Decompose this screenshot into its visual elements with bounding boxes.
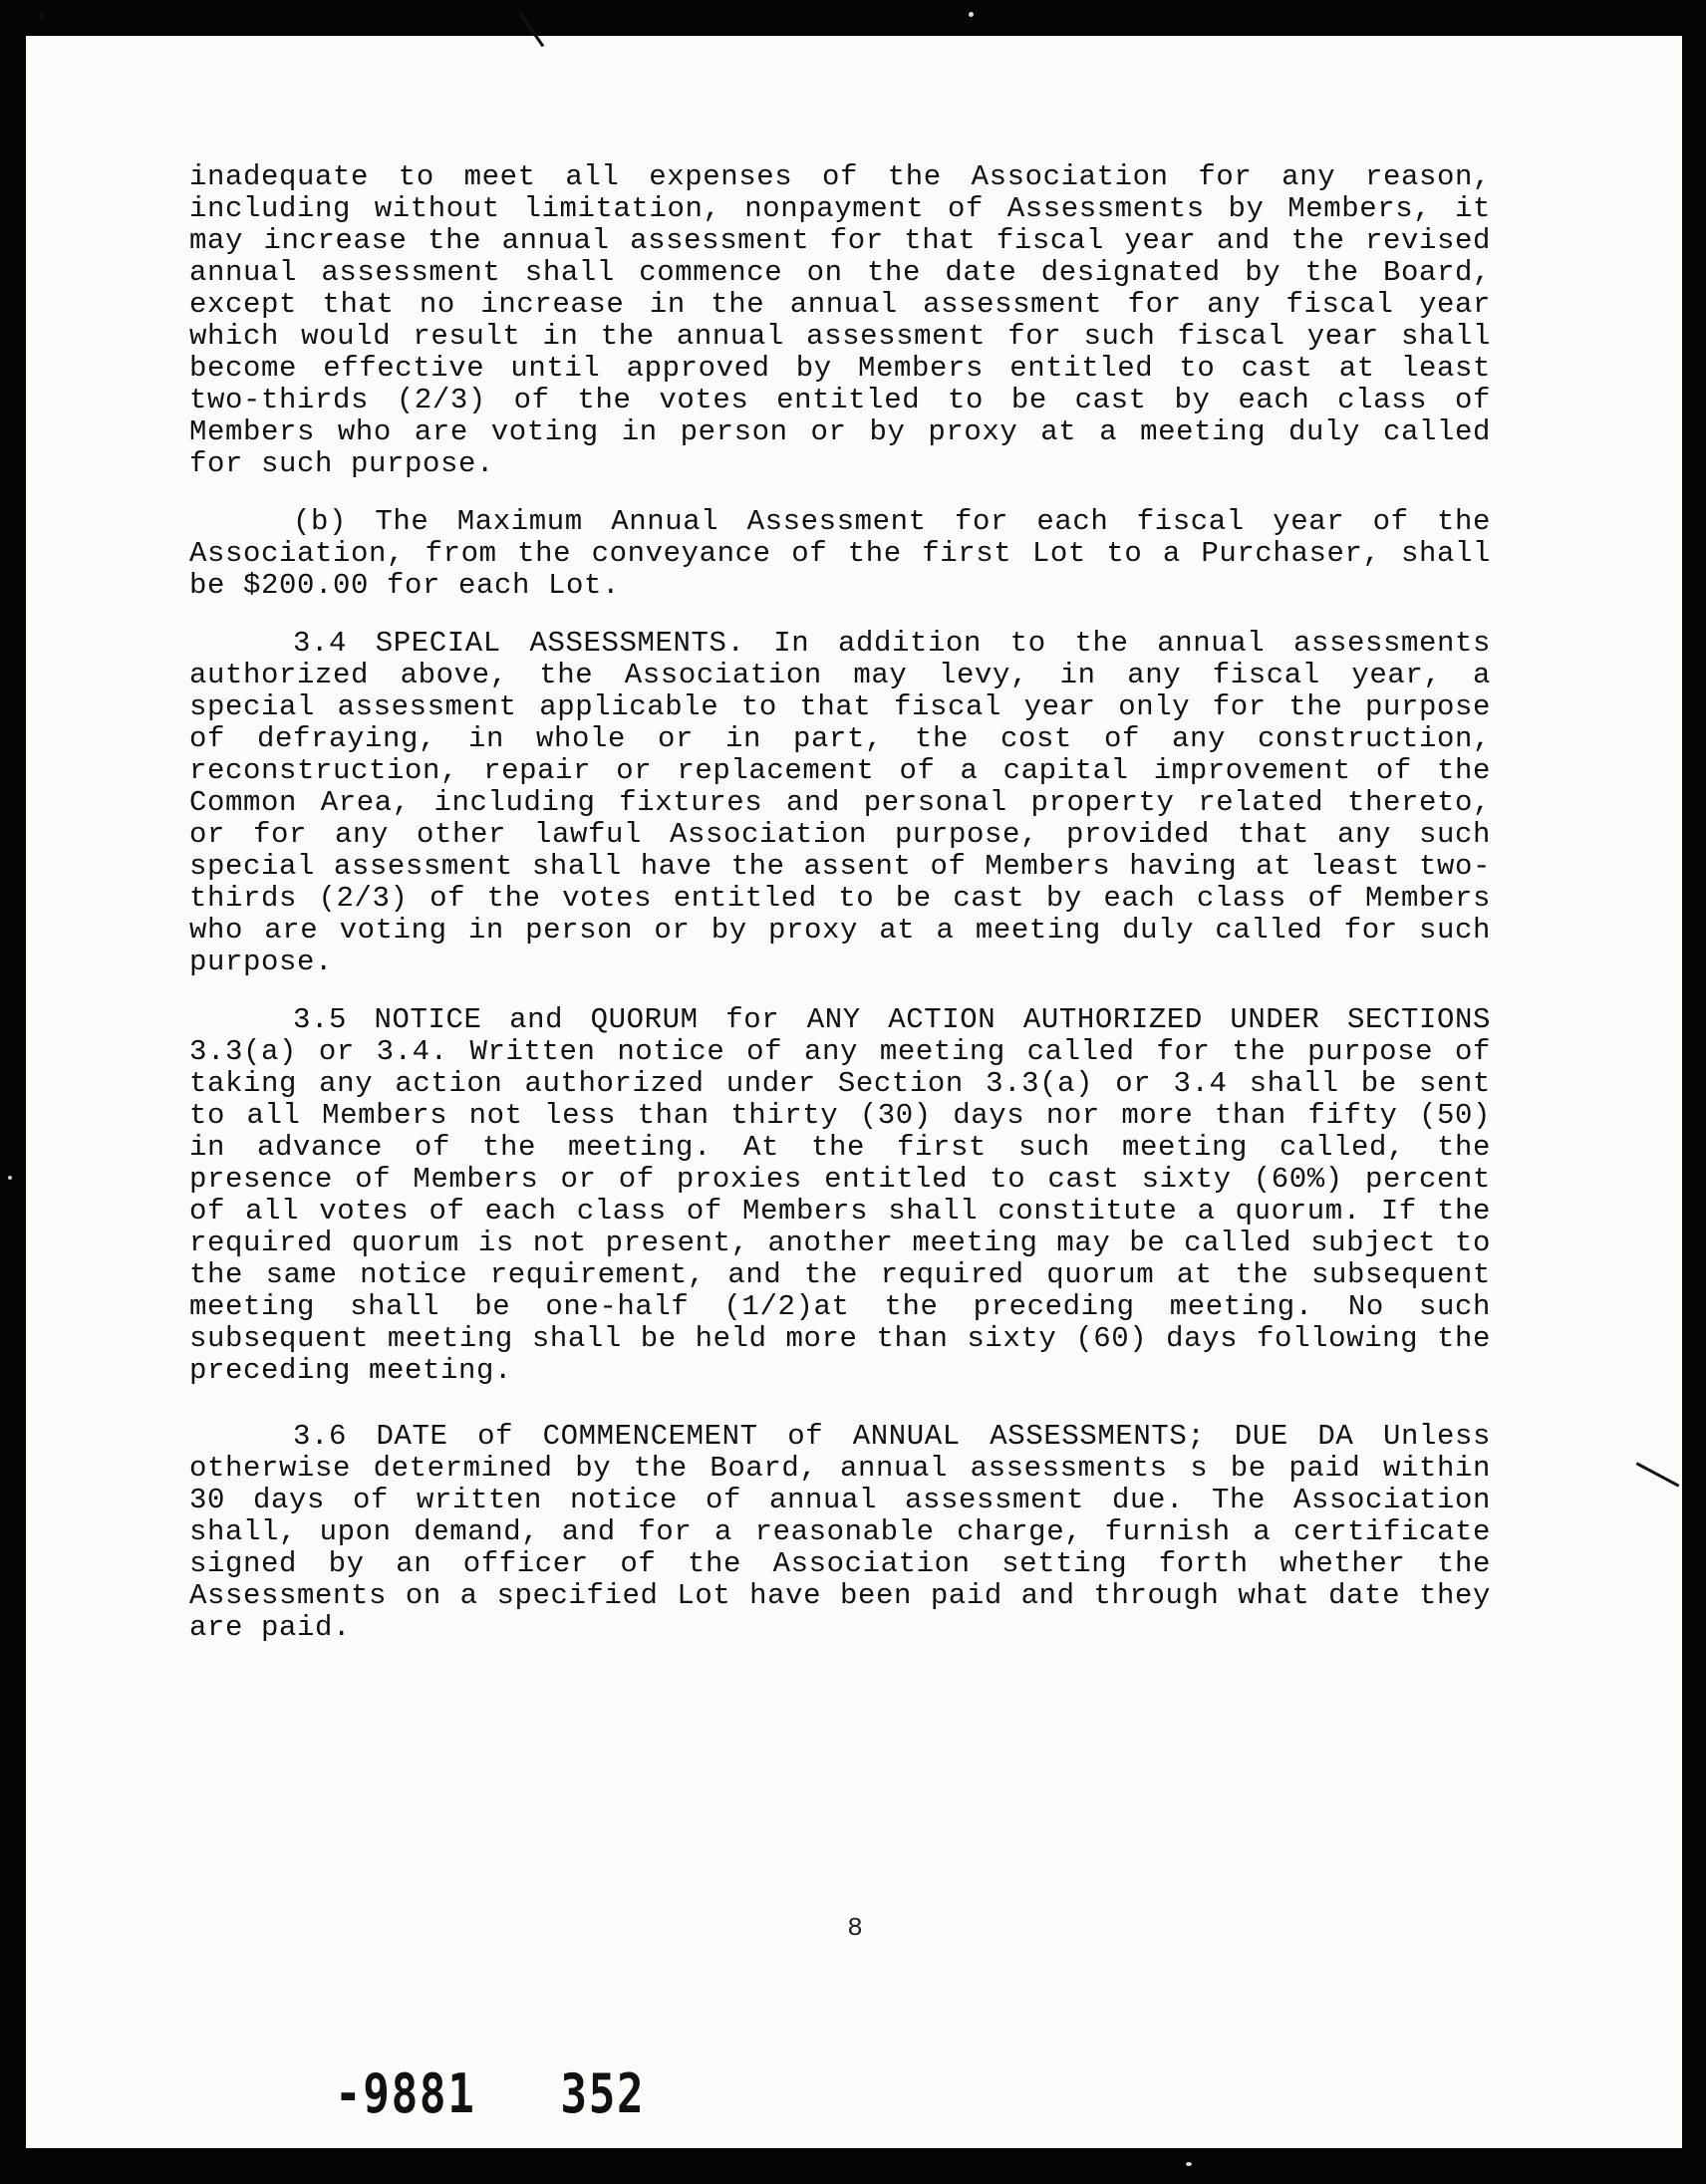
paragraph-section-3-4: [189, 628, 1491, 978]
scan-speck: [969, 12, 974, 17]
scan-speck: [1186, 2162, 1192, 2166]
scan-speck: [8, 1176, 12, 1180]
paragraph-section-3-6-text: 3.6 DATE of COMMENCEMENT of ANNUAL ASSESSMENTS; DUE DA Unless otherwise determined by the Board, annual assessments s be paid within 30 days of written notice of annual assessment due. The Association shall, upon demand, and for a reasonable charge, furnish a certificate signed by an officer of the Association setting forth whether the Assessments on a specified Lot have been paid and through what date they are paid.: [189, 1420, 1491, 1644]
paragraph-section-3-4-text: 3.4 SPECIAL ASSESSMENTS. In addition to the annual assessments authorized above, the Association may levy, in any fiscal year, a special assessment applicable to that fiscal year only for the purpose of defraying, in whole or in part, the cost of any construction, reconstruction, repair or replacement of a capital improvement of the Common Area, including fixtures and personal property related thereto, or for any other lawful Association purpose, provided that any such special assessment shall have the assent of Members having at least two-thirds (2/3) of the votes entitled to be cast by each class of Members who are voting in person or by proxy at a meeting duly called for such purpose.: [189, 627, 1491, 978]
document-body: [189, 161, 1491, 1670]
document-stamp-number: -9881 352: [335, 2062, 646, 2125]
paragraph-section-3-6: [189, 1421, 1491, 1644]
paragraph-continuation: inadequate to meet all expenses of the Association for any reason, including without limitation, nonpayment of Assessments by Members, it may increase the annual assessment for that fiscal year and the revised annual assessment shall commence on the date designated by the Board, except that no increase in the annual assessment for any fiscal year which would result in the annual assessment for such fiscal year shall become effective until approved by Members entitled to cast at least two-thirds (2/3) of the votes entitled to be cast by each class of Members who are voting in person or by proxy at a meeting duly called for such purpose.: [189, 160, 1491, 480]
paragraph-section-3-5: [189, 1004, 1491, 1387]
paragraph-max-assessment-text: (b) The Maximum Annual Assessment for each fiscal year of the Association, from the conveyance of the first Lot to a Purchaser, shall be $200.00 for each Lot.: [189, 505, 1491, 602]
scan-speck: [40, 14, 44, 18]
page-number: 8: [847, 1913, 863, 1943]
paragraph-max-assessment: [189, 506, 1491, 602]
scan-edge-mark: [1636, 1462, 1680, 1487]
paragraph-section-3-5-text: 3.5 NOTICE and QUORUM for ANY ACTION AUTHORIZED UNDER SECTIONS 3.3(a) or 3.4. Written notice of any meeting called for the purpose of taking any action authorized under Section 3.3(a) or 3.4 shall be sent to all Members not less than thirty (30) days nor more than fifty (50) in advance of the meeting. At the first such meeting called, the presence of Members or of proxies entitled to cast sixty (60%) percent of all votes of each class of Members shall constitute a quorum. If the required quorum is not present, another meeting may be called subject to the same notice requirement, and the required quorum at the subsequent meeting shall be one-half (1/2)at the preceding meeting. No such subsequent meeting shall be held more than sixty (60) days following the preceding meeting.: [189, 1003, 1491, 1387]
scan-edge-mark: [519, 13, 544, 47]
